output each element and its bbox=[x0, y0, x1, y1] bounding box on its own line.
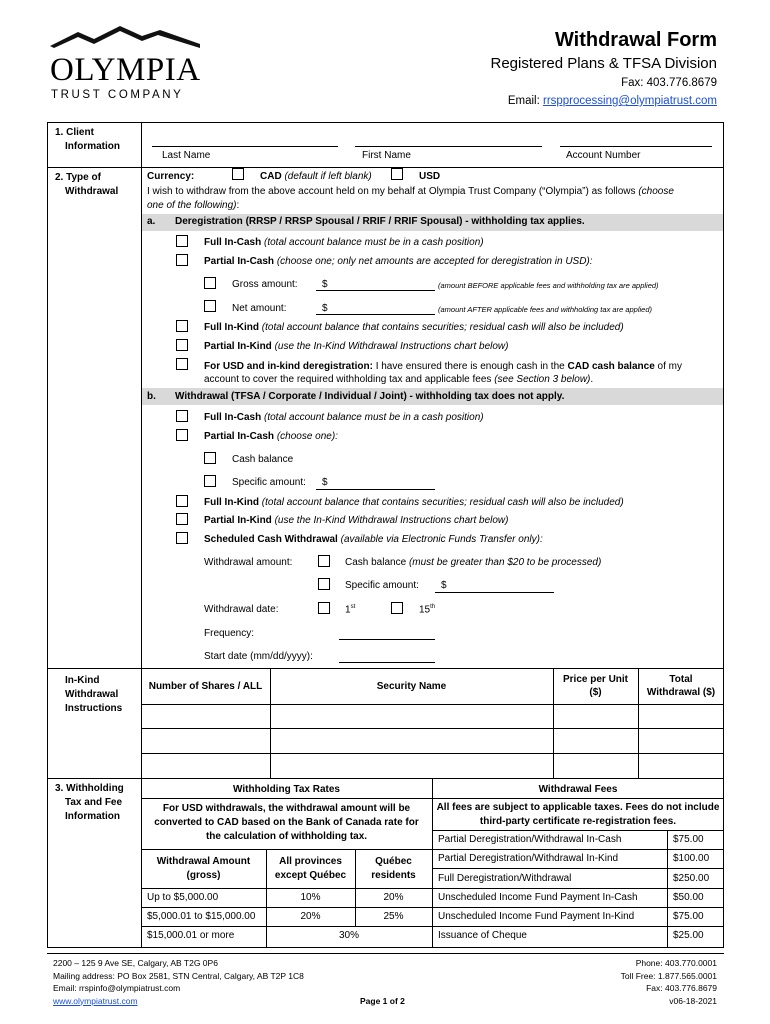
fee-row-6-fee: $25.00 bbox=[673, 930, 704, 941]
b-partial-cash-option bbox=[204, 431, 338, 442]
wht-row-2-amount: $5,000.01 to $15,000.00 bbox=[147, 911, 256, 922]
cad-label: CAD bbox=[260, 171, 282, 182]
scheduled-withdrawal-option bbox=[204, 534, 543, 545]
net-amount-field[interactable] bbox=[316, 314, 435, 315]
section2-label-line2: Withdrawal bbox=[65, 186, 119, 197]
wht-row-3-amount: $15,000.01 or more bbox=[147, 930, 235, 941]
wht-row-2-qc: 25% bbox=[383, 911, 404, 922]
section-a-letter: a. bbox=[147, 216, 156, 227]
col-prov-line2: except Québec bbox=[274, 870, 347, 881]
footer-phone: Phone: 403.770.0001 bbox=[635, 958, 717, 968]
scheduled-note: (available via Electronic Funds Transfer only): bbox=[340, 534, 543, 545]
a-full-kind-option bbox=[204, 322, 624, 333]
col-total bbox=[638, 673, 724, 699]
b-specific-amount-checkbox[interactable] bbox=[204, 475, 216, 487]
b-partial-cash-label: Partial In-Cash bbox=[204, 431, 275, 442]
footer-mailing: Mailing address: PO Box 2581, STN Central, Calgary, AB T2P 1C8 bbox=[53, 970, 304, 981]
logo-trust-company: TRUST COMPANY bbox=[51, 89, 184, 101]
a-usd-text1: I have ensured there is enough cash in the bbox=[375, 361, 565, 372]
b-partial-cash-checkbox[interactable] bbox=[176, 429, 188, 441]
col-amount-line1: Withdrawal Amount bbox=[156, 856, 251, 867]
wht-title: Withholding Tax Rates bbox=[233, 784, 340, 795]
b-partial-cash-note: (choose one): bbox=[276, 431, 338, 442]
wa-cash-note: (must be greater than $20 to be processed) bbox=[408, 557, 602, 568]
col-qc-line1: Québec bbox=[375, 856, 412, 867]
section1-label-line2: Information bbox=[65, 141, 120, 152]
inkind-label-line1: In-Kind bbox=[65, 675, 100, 686]
b-partial-kind-checkbox[interactable] bbox=[176, 513, 188, 525]
gross-amount-field[interactable] bbox=[316, 290, 435, 291]
footer-right bbox=[621, 957, 717, 1007]
intro-colon: : bbox=[236, 200, 240, 211]
date-1st-label bbox=[345, 604, 355, 615]
frequency-label: Frequency: bbox=[204, 628, 255, 639]
b-full-kind-checkbox[interactable] bbox=[176, 495, 188, 507]
cad-note: (default if left blank) bbox=[284, 171, 372, 182]
net-dollar: $ bbox=[322, 303, 328, 314]
a-usd-inkind-checkbox[interactable] bbox=[176, 358, 188, 370]
withdrawal-date-label: Withdrawal date: bbox=[204, 604, 279, 615]
scheduled-withdrawal-checkbox[interactable] bbox=[176, 532, 188, 544]
fee-row-4-label: Unscheduled Income Fund Payment In-Cash bbox=[438, 892, 638, 903]
fee-row-2-fee: $100.00 bbox=[673, 853, 710, 864]
a-partial-kind-option bbox=[204, 341, 508, 352]
col-all-provinces bbox=[266, 855, 355, 883]
fees-note-line1: All fees are subject to applicable taxes. Fees do not include bbox=[436, 802, 720, 813]
b-cash-balance-checkbox[interactable] bbox=[204, 452, 216, 464]
footer-email: Email: rrspinfo@olympiatrust.com bbox=[53, 983, 181, 993]
date-1st-checkbox[interactable] bbox=[318, 602, 330, 614]
a-usd-text2: of my bbox=[657, 361, 682, 372]
header-email bbox=[508, 94, 717, 108]
a-partial-kind-checkbox[interactable] bbox=[176, 339, 188, 351]
wht-note bbox=[141, 802, 432, 844]
section1-label-line1: 1. Client bbox=[55, 127, 94, 138]
fee-row-3-fee: $250.00 bbox=[673, 873, 710, 884]
frequency-field[interactable] bbox=[339, 639, 435, 640]
b-full-cash-option bbox=[204, 412, 484, 423]
intro-choose-2: one of the following) bbox=[147, 200, 237, 211]
wht-note-line2: converted to CAD based on the Bank of Canada rate for bbox=[154, 817, 419, 828]
col-total-line2: Withdrawal ($) bbox=[646, 687, 716, 698]
fee-row-6-label: Issuance of Cheque bbox=[438, 930, 527, 941]
account-number-label: Account Number bbox=[566, 150, 641, 161]
footer-left bbox=[53, 957, 304, 1007]
section-b-letter: b. bbox=[147, 391, 156, 402]
b-full-cash-label: Full In-Cash bbox=[204, 412, 262, 423]
start-date-label: Start date (mm/dd/yyyy): bbox=[204, 651, 313, 662]
inkind-row-1[interactable] bbox=[142, 705, 723, 728]
b-specific-amount-field[interactable] bbox=[316, 489, 435, 490]
b-cash-balance-label: Cash balance bbox=[232, 454, 294, 465]
a-usd-period: . bbox=[590, 374, 594, 385]
logo bbox=[50, 22, 202, 102]
a-partial-kind-label: Partial In-Kind bbox=[204, 341, 272, 352]
fees-note-line2: third-party certificate re-registration fees. bbox=[479, 816, 677, 827]
section1-label bbox=[55, 126, 120, 154]
footer-page: Page 1 of 2 bbox=[360, 996, 405, 1006]
fee-row-5-fee: $75.00 bbox=[673, 911, 704, 922]
section-b-title: Withdrawal (TFSA / Corporate / Individual / Joint) - withholding tax does not apply. bbox=[175, 391, 565, 402]
withdrawal-amount-label: Withdrawal amount: bbox=[204, 557, 293, 568]
gross-amount-checkbox[interactable] bbox=[204, 277, 216, 289]
date-15th-checkbox[interactable] bbox=[391, 602, 403, 614]
wht-row-3-combined: 30% bbox=[338, 930, 359, 941]
section3-label-line3: Information bbox=[65, 811, 120, 822]
a-partial-kind-note: (use the In-Kind Withdrawal Instructions chart below) bbox=[274, 341, 509, 352]
wht-row-1-prov: 10% bbox=[300, 892, 321, 903]
start-date-field[interactable] bbox=[339, 662, 435, 663]
wa-cash-balance-checkbox[interactable] bbox=[318, 555, 330, 567]
b-partial-kind-label: Partial In-Kind bbox=[204, 515, 272, 526]
date-15-number: 15 bbox=[419, 604, 431, 616]
a-usd-line2: account to cover the required withholding tax and applicable fees bbox=[204, 374, 492, 385]
b-partial-kind-note: (use the In-Kind Withdrawal Instructions chart below) bbox=[274, 515, 509, 526]
b-full-kind-option bbox=[204, 497, 624, 508]
wht-row-2-prov: 20% bbox=[300, 911, 321, 922]
inkind-row-3[interactable] bbox=[142, 754, 723, 778]
scheduled-label: Scheduled Cash Withdrawal bbox=[204, 534, 338, 545]
mountain-logo-icon bbox=[50, 22, 200, 52]
wht-note-line1: For USD withdrawals, the withdrawal amount will be bbox=[162, 803, 411, 814]
footer-address: 2200 – 125 9 Ave SE, Calgary, AB T2G 0P6 bbox=[53, 958, 218, 968]
intro-choose: (choose bbox=[638, 186, 674, 197]
wht-row-1-amount: Up to $5,000.00 bbox=[147, 892, 219, 903]
a-partial-cash-label: Partial In-Cash bbox=[204, 256, 275, 267]
b-specific-dollar: $ bbox=[322, 477, 328, 488]
col-qc-line2: residents bbox=[371, 870, 416, 881]
wa-specific-dollar: $ bbox=[441, 580, 447, 591]
a-usd-bold: For USD and in-kind deregistration: bbox=[204, 361, 373, 372]
fee-row-3-label: Full Deregistration/Withdrawal bbox=[438, 873, 572, 884]
cad-option bbox=[260, 171, 372, 182]
section-a-title: Deregistration (RRSP / RRSP Spousal / RRIF / RRIF Spousal) - withholding tax applies. bbox=[175, 216, 585, 227]
wht-note-line3: the calculation of withholding tax. bbox=[205, 831, 368, 842]
last-name-label: Last Name bbox=[162, 150, 211, 161]
page-subtitle: Registered Plans & TFSA Division bbox=[490, 55, 717, 72]
b-specific-amount-label: Specific amount: bbox=[232, 477, 306, 488]
col-prov-line1: All provinces bbox=[279, 856, 342, 867]
logo-olympia: OLYMPIA bbox=[50, 52, 201, 88]
gross-amount-label: Gross amount: bbox=[232, 279, 298, 290]
a-full-kind-note: (total account balance that contains securities; residual cash will also be included) bbox=[261, 322, 624, 333]
header-email-label: Email: bbox=[507, 95, 543, 107]
account-number-field[interactable] bbox=[560, 146, 712, 147]
section3-label-line2: Tax and Fee bbox=[65, 797, 123, 808]
b-partial-kind-option bbox=[204, 515, 508, 526]
page-title: Withdrawal Form bbox=[554, 29, 717, 51]
wa-specific-checkbox[interactable] bbox=[318, 578, 330, 590]
wht-row-1-qc: 20% bbox=[383, 892, 404, 903]
first-name-label: First Name bbox=[362, 150, 411, 161]
col-amount-line2: (gross) bbox=[186, 870, 221, 881]
a-full-cash-note: (total account balance must be in a cash position) bbox=[264, 237, 484, 248]
last-name-field[interactable] bbox=[152, 146, 338, 147]
fees-title: Withdrawal Fees bbox=[538, 784, 618, 795]
col-total-line1: Total bbox=[669, 674, 693, 685]
wa-cash-balance-label: Cash balance bbox=[345, 557, 407, 568]
date-15-sup: th bbox=[430, 604, 436, 610]
date-1-sup: st bbox=[350, 604, 356, 610]
date-1-number: 1 bbox=[345, 604, 351, 616]
a-full-kind-label: Full In-Kind bbox=[204, 322, 259, 333]
gross-dollar: $ bbox=[322, 279, 328, 290]
cad-checkbox[interactable] bbox=[232, 168, 244, 180]
fee-row-5-label: Unscheduled Income Fund Payment In-Kind bbox=[438, 911, 635, 922]
b-full-cash-note: (total account balance must be in a cash position) bbox=[264, 412, 484, 423]
net-amount-label: Net amount: bbox=[232, 303, 287, 314]
header-email-link[interactable]: rrspprocessing@olympiatrust.com bbox=[542, 95, 717, 107]
usd-label: USD bbox=[419, 171, 441, 182]
b-full-kind-note: (total account balance that contains securities; residual cash will also be included) bbox=[261, 497, 624, 508]
col-price bbox=[553, 673, 638, 699]
fee-row-1-label: Partial Deregistration/Withdrawal In-Cash bbox=[438, 834, 622, 845]
a-full-cash-checkbox[interactable] bbox=[176, 235, 188, 247]
a-usd-line2-note: (see Section 3 below) bbox=[494, 374, 591, 385]
wa-specific-label: Specific amount: bbox=[345, 580, 419, 591]
a-full-cash-option bbox=[204, 237, 484, 248]
inkind-label-line2: Withdrawal bbox=[65, 689, 119, 700]
col-security: Security Name bbox=[376, 681, 447, 692]
a-partial-cash-note: (choose one; only net amounts are accepted for deregistration in USD): bbox=[276, 256, 593, 267]
fee-row-4-fee: $50.00 bbox=[673, 892, 704, 903]
usd-checkbox[interactable] bbox=[391, 168, 403, 180]
a-partial-cash-option bbox=[204, 256, 593, 267]
section2-label-line1: 2. Type of bbox=[55, 172, 101, 183]
wa-cash-balance-option bbox=[345, 557, 601, 568]
gross-note: (amount BEFORE applicable fees and withholding tax are applied) bbox=[438, 281, 659, 290]
inkind-row-2[interactable] bbox=[142, 729, 723, 753]
section2-label bbox=[55, 171, 118, 199]
currency-label: Currency: bbox=[147, 171, 195, 182]
fees-note bbox=[432, 801, 724, 829]
fee-row-1-fee: $75.00 bbox=[673, 834, 704, 845]
a-full-cash-label: Full In-Cash bbox=[204, 237, 262, 248]
section3-label bbox=[55, 782, 124, 824]
header-fax: Fax: 403.776.8679 bbox=[621, 77, 717, 89]
net-amount-checkbox[interactable] bbox=[204, 300, 216, 312]
footer-fax: Fax: 403.776.8679 bbox=[646, 983, 717, 993]
col-quebec bbox=[355, 855, 432, 883]
fee-row-2-label: Partial Deregistration/Withdrawal In-Kind bbox=[438, 853, 619, 864]
wa-specific-field[interactable] bbox=[435, 592, 554, 593]
section3-label-line1: 3. Withholding bbox=[55, 783, 124, 794]
inkind-label bbox=[65, 674, 122, 716]
b-full-kind-label: Full In-Kind bbox=[204, 497, 259, 508]
col-withdrawal-amount bbox=[141, 855, 266, 883]
a-usd-inkind-option bbox=[204, 360, 719, 386]
net-note: (amount AFTER applicable fees and withholding tax are applied) bbox=[438, 305, 653, 314]
b-full-cash-checkbox[interactable] bbox=[176, 410, 188, 422]
inkind-label-line3: Instructions bbox=[65, 703, 123, 714]
footer-website-link[interactable]: www.olympiatrust.com bbox=[53, 995, 138, 1006]
first-name-field[interactable] bbox=[355, 146, 542, 147]
intro-text: I wish to withdraw from the above account held on my behalf at Olympia Trust Company (“Olympia”) as follows bbox=[147, 186, 636, 197]
col-shares: Number of Shares / ALL bbox=[148, 681, 263, 692]
footer-divider bbox=[47, 953, 724, 954]
footer-tollfree: Toll Free: 1.877.565.0001 bbox=[620, 970, 717, 981]
a-partial-cash-checkbox[interactable] bbox=[176, 254, 188, 266]
date-15th-label bbox=[419, 604, 435, 615]
footer-version: v06-18-2021 bbox=[669, 995, 717, 1006]
col-price-line2: ($) bbox=[589, 687, 602, 698]
col-price-line1: Price per Unit bbox=[562, 674, 629, 685]
a-usd-bold2: CAD cash balance bbox=[567, 361, 655, 372]
a-full-kind-checkbox[interactable] bbox=[176, 320, 188, 332]
withdraw-intro bbox=[147, 185, 717, 213]
